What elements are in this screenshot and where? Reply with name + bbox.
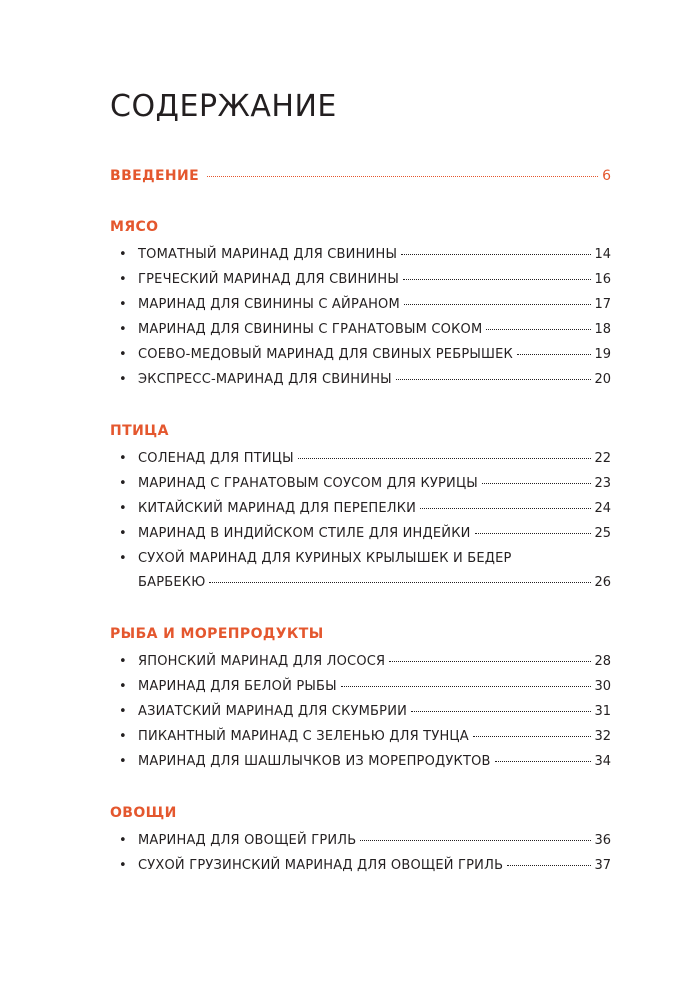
toc-entry[interactable] xyxy=(110,271,611,288)
dot-leader xyxy=(401,254,591,255)
toc-entry[interactable] xyxy=(110,321,611,338)
entry-title: СУХОЙ ГРУЗИНСКИЙ МАРИНАД ДЛЯ ОВОЩЕЙ ГРИЛЬ xyxy=(138,858,504,873)
toc-entry[interactable] xyxy=(110,371,611,388)
toc-entry[interactable] xyxy=(110,857,611,874)
dot-leader xyxy=(209,582,591,583)
entry-title: АЗИАТСКИЙ МАРИНАД ДЛЯ СКУМБРИИ xyxy=(138,704,408,719)
entry-page-number: 20 xyxy=(594,372,611,387)
dot-leader xyxy=(389,661,591,662)
dot-leader xyxy=(403,279,591,280)
dot-leader xyxy=(360,840,591,841)
entry-title: МАРИНАД ДЛЯ СВИНИНЫ С АЙРАНОМ xyxy=(138,297,400,312)
entry-title: ЯПОНСКИЙ МАРИНАД ДЛЯ ЛОСОСЯ xyxy=(138,654,386,669)
toc-entry[interactable] xyxy=(110,550,611,591)
dot-leader xyxy=(507,865,591,866)
entry-page-number: 18 xyxy=(594,322,611,337)
entry-page-number: 26 xyxy=(594,575,611,590)
entry-title: ТОМАТНЫЙ МАРИНАД ДЛЯ СВИНИНЫ xyxy=(138,247,398,262)
entry-page-number: 28 xyxy=(594,654,611,669)
bullet-icon: • xyxy=(119,833,127,848)
entry-title: СОЛЕНАД ДЛЯ ПТИЦЫ xyxy=(138,451,294,466)
entry-title: МАРИНАД ДЛЯ СВИНИНЫ С ГРАНАТОВЫМ СОКОМ xyxy=(138,322,483,337)
entry-page-number: 17 xyxy=(594,297,611,312)
toc-section xyxy=(110,422,611,591)
toc-section xyxy=(110,625,611,770)
dot-leader xyxy=(404,304,592,305)
entry-page-number: 36 xyxy=(594,833,611,848)
bullet-icon: • xyxy=(119,654,127,669)
toc-entry[interactable] xyxy=(110,346,611,363)
dot-leader xyxy=(207,176,598,177)
entry-page-number: 14 xyxy=(594,247,611,262)
entry-title-line1: СУХОЙ МАРИНАД ДЛЯ КУРИНЫХ КРЫЛЫШЕК И БЕДЕР xyxy=(138,551,512,566)
toc-entry[interactable] xyxy=(110,703,611,720)
toc-entry[interactable] xyxy=(110,246,611,263)
toc-sections xyxy=(110,218,611,874)
toc-entry[interactable] xyxy=(110,678,611,695)
bullet-icon: • xyxy=(119,476,127,491)
toc-entry[interactable] xyxy=(110,653,611,670)
entry-page-number: 23 xyxy=(594,476,611,491)
entry-list xyxy=(110,246,611,388)
dot-leader xyxy=(396,379,592,380)
bullet-icon: • xyxy=(119,451,127,466)
section-title: ПТИЦА xyxy=(110,423,169,439)
entry-page-number: 34 xyxy=(594,754,611,769)
bullet-icon: • xyxy=(119,754,127,769)
entry-title: МАРИНАД ДЛЯ ШАШЛЫЧКОВ ИЗ МОРЕПРОДУКТОВ xyxy=(138,754,491,769)
entry-page-number: 37 xyxy=(594,858,611,873)
toc-entry[interactable] xyxy=(110,296,611,313)
dot-leader xyxy=(475,533,592,534)
entry-page-number: 19 xyxy=(594,347,611,362)
section-title: ОВОЩИ xyxy=(110,805,177,821)
bullet-icon: • xyxy=(119,551,127,566)
page-title: СОДЕРЖАНИЕ xyxy=(110,89,337,124)
entry-list xyxy=(110,832,611,874)
entry-page-number: 22 xyxy=(594,451,611,466)
dot-leader xyxy=(298,458,592,459)
entry-title: ГРЕЧЕСКИЙ МАРИНАД ДЛЯ СВИНИНЫ xyxy=(138,272,399,287)
entry-title: КИТАЙСКИЙ МАРИНАД ДЛЯ ПЕРЕПЕЛКИ xyxy=(138,501,417,516)
toc-intro-entry[interactable] xyxy=(110,168,611,184)
dot-leader xyxy=(341,686,592,687)
entry-page-number: 32 xyxy=(594,729,611,744)
intro-page-number: 6 xyxy=(602,168,611,184)
entry-title: МАРИНАД С ГРАНАТОВЫМ СОУСОМ ДЛЯ КУРИЦЫ xyxy=(138,476,478,491)
entry-title: ЭКСПРЕСС-МАРИНАД ДЛЯ СВИНИНЫ xyxy=(138,372,392,387)
bullet-icon: • xyxy=(119,704,127,719)
toc-entry[interactable] xyxy=(110,525,611,542)
dot-leader xyxy=(482,483,592,484)
entry-title: ПИКАНТНЫЙ МАРИНАД С ЗЕЛЕНЬЮ ДЛЯ ТУНЦА xyxy=(138,729,469,744)
bullet-icon: • xyxy=(119,372,127,387)
entry-page-number: 31 xyxy=(594,704,611,719)
entry-title: БАРБЕКЮ xyxy=(138,575,206,590)
bullet-icon: • xyxy=(119,501,127,516)
bullet-icon: • xyxy=(119,322,127,337)
toc-entry[interactable] xyxy=(110,753,611,770)
entry-page-number: 24 xyxy=(594,501,611,516)
toc-entry[interactable] xyxy=(110,500,611,517)
bullet-icon: • xyxy=(119,729,127,744)
entry-title: СОЕВО-МЕДОВЫЙ МАРИНАД ДЛЯ СВИНЫХ РЕБРЫШЕК xyxy=(138,347,513,362)
toc-entry[interactable] xyxy=(110,832,611,849)
bullet-icon: • xyxy=(119,526,127,541)
dot-leader xyxy=(517,354,591,355)
entry-list xyxy=(110,450,611,591)
intro-label: ВВЕДЕНИЕ xyxy=(110,168,200,184)
dot-leader xyxy=(473,736,592,737)
entry-list xyxy=(110,653,611,770)
bullet-icon: • xyxy=(119,347,127,362)
entry-title: МАРИНАД ДЛЯ ОВОЩЕЙ ГРИЛЬ xyxy=(138,833,357,848)
entry-page-number: 25 xyxy=(594,526,611,541)
dot-leader xyxy=(486,329,591,330)
toc-entry[interactable] xyxy=(110,728,611,745)
bullet-icon: • xyxy=(119,858,127,873)
entry-page-number: 16 xyxy=(594,272,611,287)
toc-entry[interactable] xyxy=(110,450,611,467)
bullet-icon: • xyxy=(119,297,127,312)
toc-section xyxy=(110,218,611,388)
bullet-icon: • xyxy=(119,679,127,694)
bullet-icon: • xyxy=(119,247,127,262)
dot-leader xyxy=(420,508,591,509)
entry-title: МАРИНАД В ИНДИЙСКОМ СТИЛЕ ДЛЯ ИНДЕЙКИ xyxy=(138,526,471,541)
entry-title: МАРИНАД ДЛЯ БЕЛОЙ РЫБЫ xyxy=(138,679,337,694)
dot-leader xyxy=(495,761,592,762)
bullet-icon: • xyxy=(119,272,127,287)
entry-page-number: 30 xyxy=(594,679,611,694)
section-title: МЯСО xyxy=(110,219,159,235)
toc-entry[interactable] xyxy=(110,475,611,492)
section-title: РЫБА И МОРЕПРОДУКТЫ xyxy=(110,626,324,642)
toc-section xyxy=(110,804,611,874)
dot-leader xyxy=(411,711,591,712)
